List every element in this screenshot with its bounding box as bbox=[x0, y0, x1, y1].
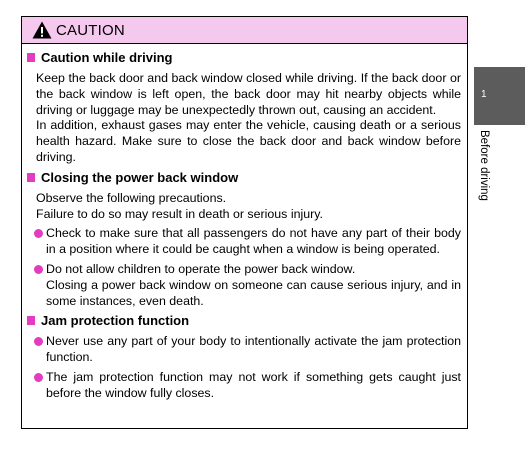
caution-box bbox=[21, 16, 468, 429]
caution-header bbox=[22, 17, 467, 44]
bullet-item: Do not allow children to operate the power back window. bbox=[46, 262, 461, 278]
bullet-continuation: Closing a power back window on someone can cause serious injury, and in some instances, even death. bbox=[46, 277, 461, 308]
pink-square-icon bbox=[27, 316, 35, 325]
chapter-number: 1 bbox=[481, 89, 487, 100]
pink-square-icon bbox=[27, 173, 35, 182]
paragraph: Failure to do so may result in death or serious injury. bbox=[36, 206, 323, 221]
section-title-jam-protection: Jam protection function bbox=[27, 313, 467, 329]
paragraph: Keep the back door and back window closed while driving. If the back door or the back window is left open, the back door may hit nearby objects while driving or luggage may be unexpectedly thrown out, causing an accident. bbox=[36, 71, 461, 117]
paragraph: In addition, exhaust gases may enter the vehicle, causing death or a serious health hazard. Make sure to close the back door and back window before driving. bbox=[36, 118, 461, 164]
paragraph: Observe the following precautions. bbox=[36, 190, 227, 205]
chapter-tab bbox=[474, 67, 525, 125]
section-title-caution-while-driving: Caution while driving bbox=[27, 50, 467, 66]
bullet-item: Never use any part of your body to intentionally activate the jam protection function. bbox=[46, 334, 461, 366]
bullet-item: Check to make sure that all passengers do not have any part of their body in a position where it could be caught when a window is being operated. bbox=[46, 226, 461, 258]
chapter-label: Before driving bbox=[478, 130, 490, 201]
warning-triangle-icon bbox=[32, 21, 52, 39]
pink-square-icon bbox=[27, 53, 35, 62]
caution-title: CAUTION bbox=[56, 21, 125, 39]
bullet-dot-icon bbox=[34, 229, 43, 238]
bullet-item: The jam protection function may not work if something gets caught just before the window fully closes. bbox=[46, 370, 461, 402]
bullet-dot-icon bbox=[34, 265, 43, 274]
section-title-closing-power-back-window: Closing the power back window bbox=[27, 170, 467, 186]
bullet-dot-icon bbox=[34, 337, 43, 346]
bullet-dot-icon bbox=[34, 373, 43, 382]
caution-content bbox=[22, 50, 467, 402]
